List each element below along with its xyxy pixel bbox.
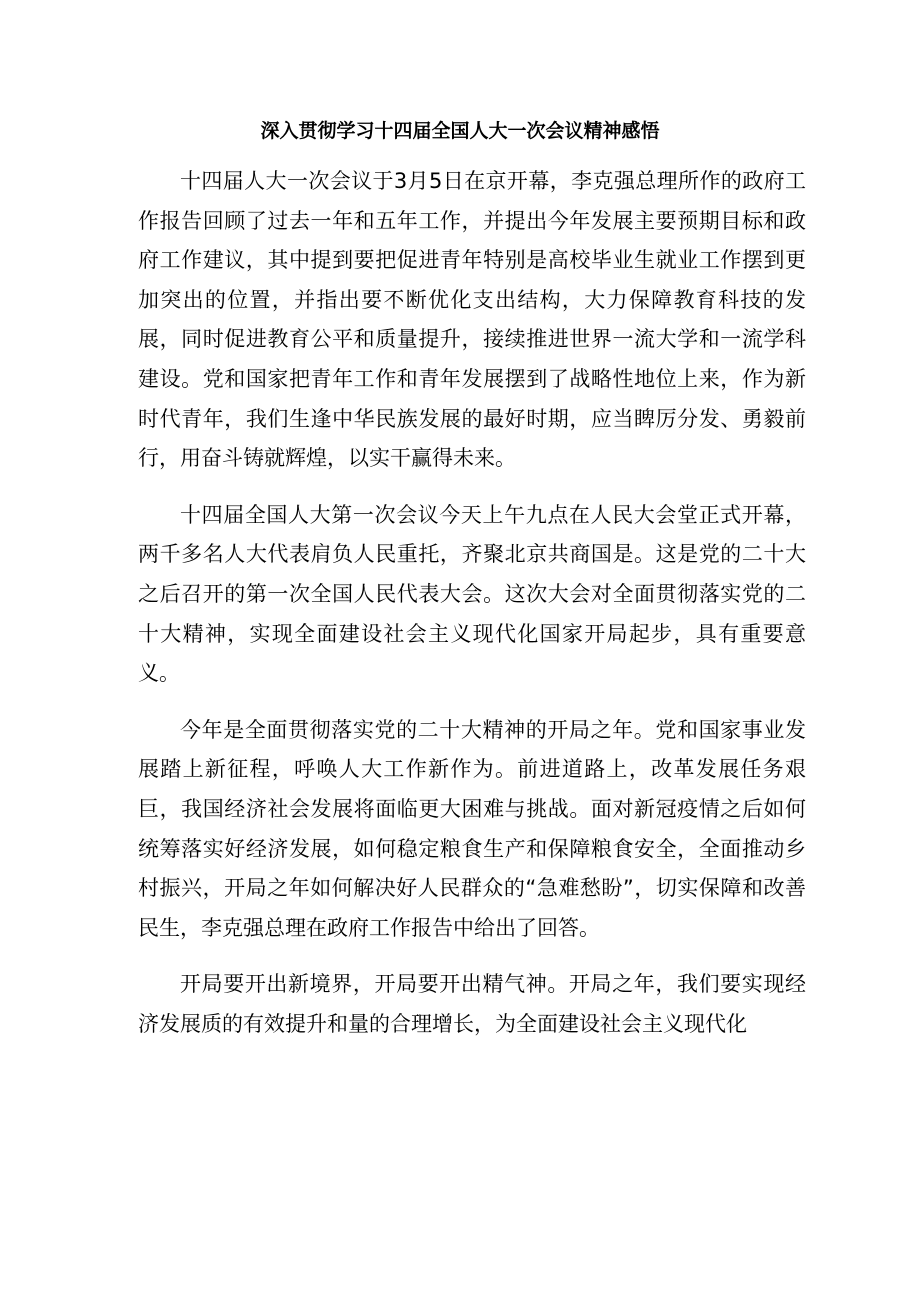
paragraph-4: 开局要开出新境界，开局要开出精气神。开局之年，我们要实现经济发展质的有效提升和量的合理增长，为全面建设社会主义现代化 <box>138 972 806 1036</box>
paragraph-1: 十四届人大一次会议于3月5日在京开幕，李克强总理所作的政府工作报告回顾了过去一年和五年工作，并提出今年发展主要预期目标和政府工作建议，其中提到要把促进青年特别是高校毕业生就业工作摆到更加突出的位置，并指出要不断优化支出结构，大力保障教育科技的发展，同时促进教育公平和质量提升，接续推进世界一流大学和一流学科建设。党和国家把青年工作和青年发展摆到了战略性地位上来，作为新时代青年，我们生逢中华民族发展的最好时期，应当睥厉分发、勇毅前行，用奋斗铸就辉煌，以实干赢得未来。 <box>138 169 806 471</box>
paragraph-3: 今年是全面贯彻落实党的二十大精神的开局之年。党和国家事业发展踏上新征程，呼唤人大工作新作为。前进道路上，改革发展任务艰巨，我国经济社会发展将面临更大困难与挑战。面对新冠疫情之后如何统筹落实好经济发展，如何稳定粮食生产和保障粮食安全，全面推动乡村振兴，开局之年如何解决好人民群众的“急难愁盼”，切实保障和改善民生，李克强总理在政府工作报告中给出了回答。 <box>138 717 806 940</box>
paragraph-2: 十四届全国人大第一次会议今天上午九点在人民大会堂正式开幕，两千多名人大代表肩负人民重托，齐聚北京共商国是。这是党的二十大之后召开的第一次全国人民代表大会。这次大会对全面贯彻落实党的二十大精神，实现全面建设社会主义现代化国家开局起步，具有重要意义。 <box>138 502 806 686</box>
document-title: 深入贯彻学习十四届全国人大一次会议精神感悟 <box>260 120 660 142</box>
document-body <box>138 162 806 1061</box>
